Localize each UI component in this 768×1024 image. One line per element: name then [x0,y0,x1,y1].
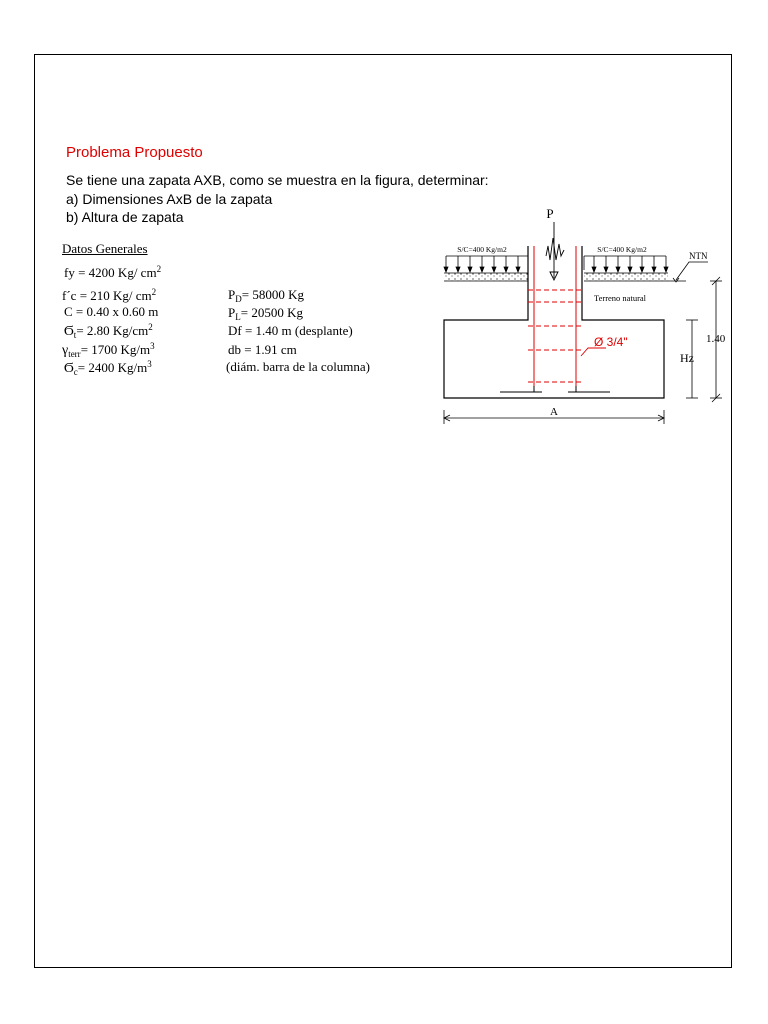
datum-gamma-terr: $\gamma_{terr}= 1700$ $Kg/m^3$ [62,341,155,359]
datum-sigma-c: $Ϭ_c= 2400$ $Kg/m^3$ [64,359,152,377]
surcharge-left-label: S/C=400 Kg/m2 [457,245,507,254]
datum-fc: f´c = 210 Kg/ $cm^2$ [62,287,157,303]
surcharge-arrows-left [444,256,528,272]
ntn-label: NTN [689,251,708,261]
problem-title: Problema Propuesto [66,144,203,161]
bar-diameter-label: Ø 3/4" [594,335,628,349]
ground-fill-right [584,273,668,281]
datum-pd: $P_D= 58000$ Kg [228,287,304,304]
load-label: P [546,206,554,221]
width-label: A [550,406,558,418]
ground-fill-left [444,273,528,281]
ntn-leader [676,262,708,280]
terrain-label: Terreno natural [594,293,647,303]
footing-diagram [436,198,736,428]
datos-heading: Datos Generales [62,241,148,256]
hz-label: Hz [680,351,694,365]
datum-db: db = 1.91 cm [228,342,297,357]
datum-sigma-t: $Ϭ_t= 2.80$ $Kg/cm^2$ [64,322,153,340]
item-b: b) Altura de zapata [66,209,184,225]
load-arrow [546,222,564,280]
bar-callout-leader [581,348,606,356]
datum-c: C = 0.40 x 0.60 m [64,304,159,319]
datum-pl: $P_L= 20500$ Kg [228,305,303,322]
problem-statement: Se tiene una zapata AXB, como se muestra en la figura, determinar: [66,172,489,188]
surcharge-right-label: S/C=400 Kg/m2 [597,245,647,254]
datum-db-note: (diám. barra de la columna) [226,359,371,374]
datum-fy: fy = 4200 Kg/ $cm^2$ [64,264,162,280]
depth-label: 1.40 [706,333,726,345]
datum-df: Df = 1.40 m (desplante) [228,323,353,338]
item-a: a) Dimensiones AxB de la zapata [66,191,273,207]
stirrups [528,290,582,382]
surcharge-arrows-right [584,256,668,272]
